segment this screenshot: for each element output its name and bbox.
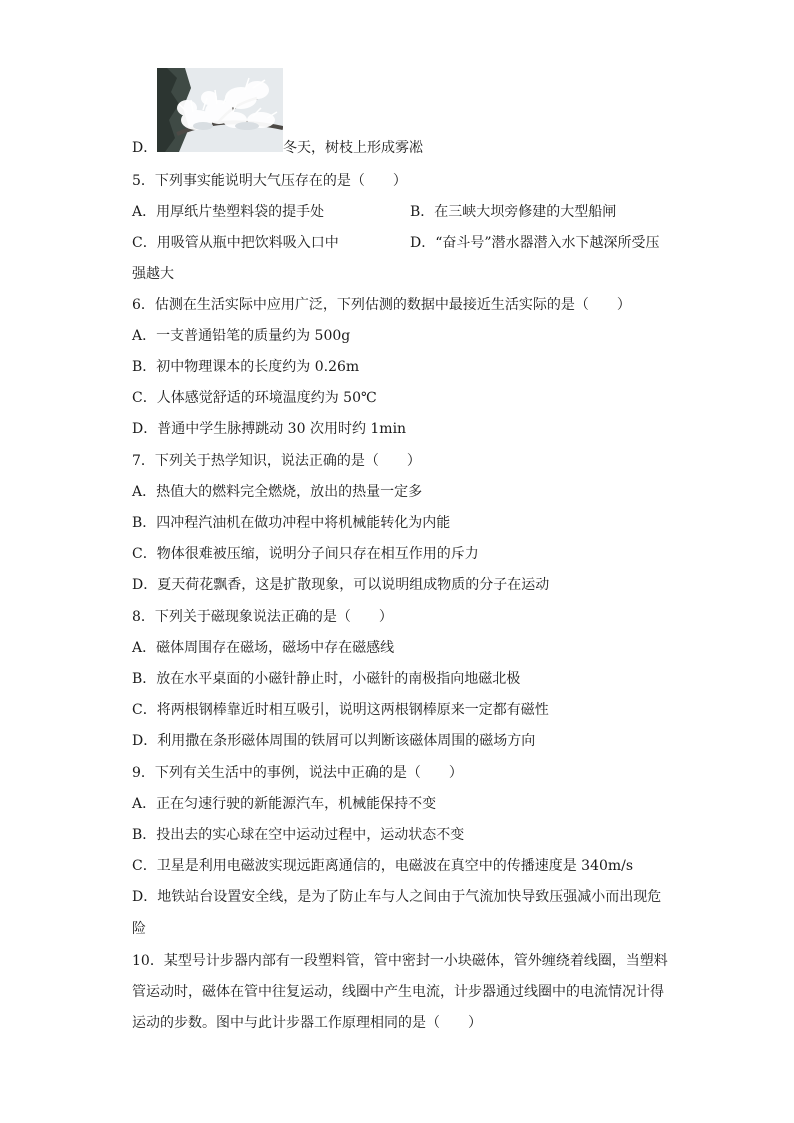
frost-branch-illustration — [157, 68, 283, 152]
q10-stem-line-2: 管运动时，磁体在管中往复运动，线圈中产生电流，计步器通过线圈中的电流情况计得 — [132, 984, 664, 1000]
q6-option-c: C．人体感觉舒适的环境温度约为 50℃ — [132, 390, 377, 406]
q4-option-d-label: D． — [132, 140, 158, 156]
q7-stem: 7．下列关于热学知识，说法正确的是（ ） — [132, 453, 421, 469]
q7-option-d: D．夏天荷花飘香，这是扩散现象，可以说明组成物质的分子在运动 — [132, 577, 550, 593]
q6-option-d: D．普通中学生脉搏跳动 30 次用时约 1min — [132, 421, 407, 437]
q9-stem: 9．下列有关生活中的事例，说法中正确的是（ ） — [132, 765, 463, 781]
q8-option-a: A．磁体周围存在磁场，磁场中存在磁感线 — [132, 640, 395, 656]
q8-option-b: B．放在水平桌面的小磁针静止时，小磁针的南极指向地磁北极 — [132, 671, 521, 687]
q6-stem: 6．估测在生活实际中应用广泛，下列估测的数据中最接近生活实际的是（ ） — [132, 297, 631, 313]
q8-option-c: C．将两根钢棒靠近时相互吸引，说明这两根钢棒原来一定都有磁性 — [132, 702, 549, 718]
q4-option-d-text: 冬天，树枝上形成雾凇 — [283, 140, 423, 156]
q5-option-d: D．“奋斗号”潜水器潜入水下越深所受压 — [410, 235, 660, 251]
frost-branch-photo-icon — [157, 68, 283, 152]
q10-stem-line-1: 10．某型号计步器内部有一段塑料管，管中密封一小块磁体，管外缠绕着线圈，当塑料 — [132, 953, 668, 969]
q10-stem-line-3: 运动的步数。图中与此计步器工作原理相同的是（ ） — [132, 1015, 482, 1031]
q5-stem: 5．下列事实能说明大气压存在的是（ ） — [132, 173, 407, 189]
q7-option-a: A．热值大的燃料完全燃烧，放出的热量一定多 — [132, 484, 423, 500]
q7-option-b: B．四冲程汽油机在做功冲程中将机械能转化为内能 — [132, 515, 451, 531]
q9-option-c: C．卫星是利用电磁波实现远距离通信的，电磁波在真空中的传播速度是 340m/s — [132, 858, 634, 874]
q6-option-b: B．初中物理课本的长度约为 0.26m — [132, 359, 360, 375]
q5-option-b: B．在三峡大坝旁修建的大型船闸 — [410, 204, 617, 220]
q6-option-a: A．一支普通铅笔的质量约为 500g — [132, 328, 351, 344]
q5-option-d-continued: 强越大 — [132, 266, 174, 282]
q8-stem: 8．下列关于磁现象说法正确的是（ ） — [132, 609, 393, 625]
q5-option-c: C．用吸管从瓶中把饮料吸入口中 — [132, 235, 339, 251]
q9-option-a: A．正在匀速行驶的新能源汽车，机械能保持不变 — [132, 796, 437, 812]
q9-option-d-continued: 险 — [132, 921, 146, 937]
q5-option-a: A．用厚纸片垫塑料袋的提手处 — [132, 204, 325, 220]
q7-option-c: C．物体很难被压缩，说明分子间只存在相互作用的斥力 — [132, 546, 479, 562]
q9-option-d: D．地铁站台设置安全线，是为了防止车与人之间由于气流加快导致压强减小而出现危 — [132, 889, 662, 905]
q8-option-d: D．利用撒在条形磁体周围的铁屑可以判断该磁体周围的磁场方向 — [132, 733, 536, 749]
q9-option-b: B．投出去的实心球在空中运动过程中，运动状态不变 — [132, 827, 465, 843]
